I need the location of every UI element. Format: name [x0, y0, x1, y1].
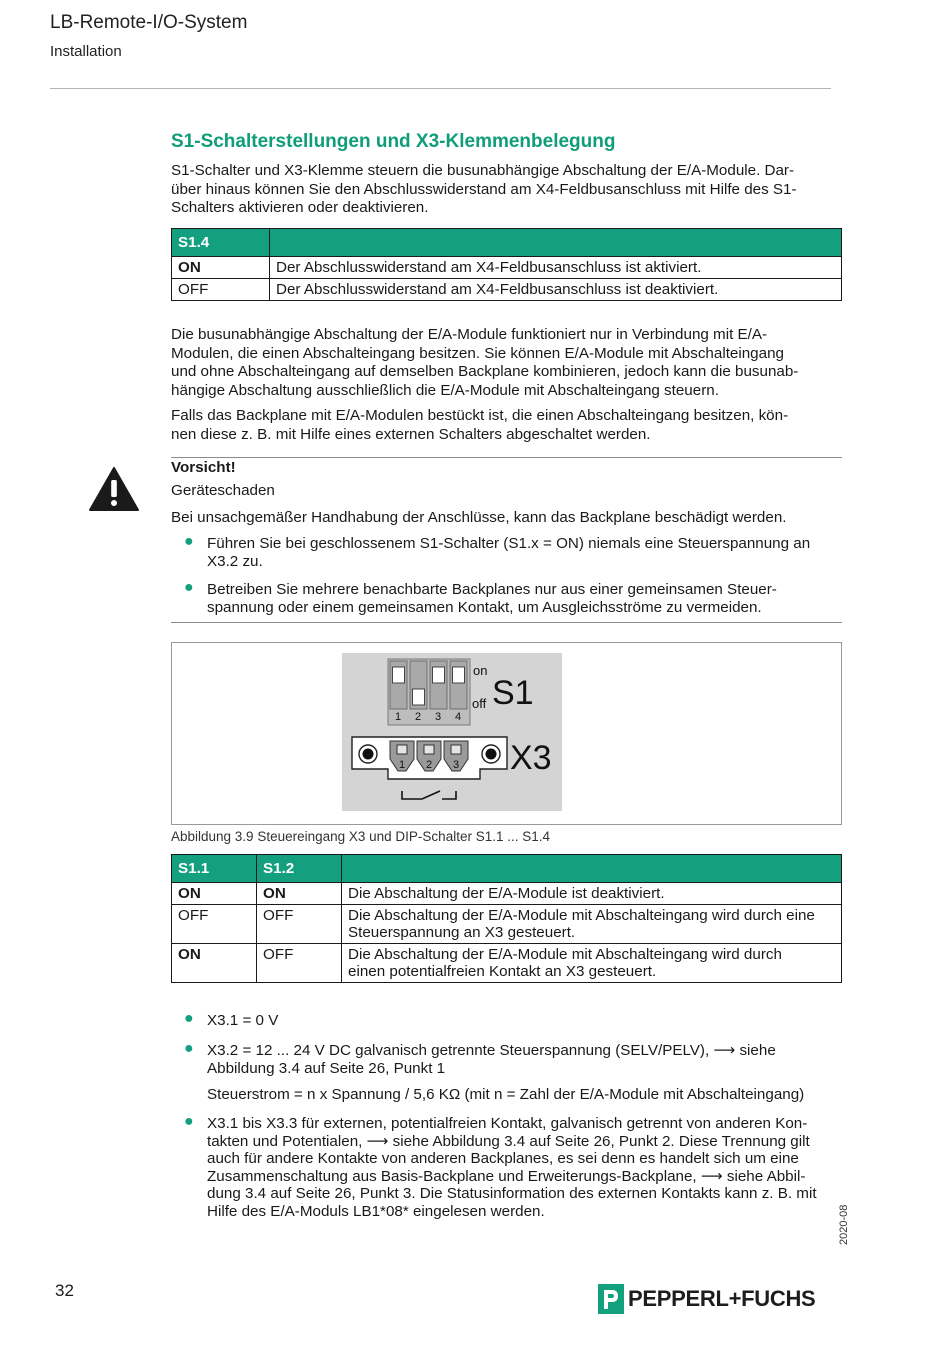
column-header-s12: S1.2: [257, 855, 342, 883]
dip-switch-terminal-diagram: [342, 653, 562, 811]
intro-line: S1-Schalter und X3-Klemme steuern die busunabhängige Abschaltung der E/A-Module. Dar-: [171, 162, 795, 179]
terminal-screw: [451, 745, 461, 754]
bullet-line: X3.2 zu.: [207, 552, 263, 570]
description-cell: [342, 944, 842, 983]
warning-triangle-icon: [88, 466, 140, 512]
switch-number: 4: [454, 711, 462, 723]
edition-date: 2020-08: [838, 1204, 850, 1245]
switch-state-cell: ON: [172, 944, 257, 983]
bullet-icon: ●: [184, 579, 194, 596]
description-cell: [342, 905, 842, 944]
description-cell: Der Abschlusswiderstand am X4-Feldbusanschluss ist aktiviert.: [270, 257, 842, 279]
table-row: [172, 279, 842, 301]
list-item-x32: [207, 1042, 843, 1077]
table-header-row: [172, 229, 842, 257]
list-line: Zusammenschaltung aus Basis-Backplane und Erweiterungs-Backplane,: [207, 1167, 697, 1185]
column-header-s14: S1.4: [172, 229, 270, 257]
caution-bullet: [207, 581, 843, 616]
list-line: Hilfe des E/A-Moduls LB1*08* eingelesen werden.: [207, 1202, 545, 1220]
off-label: off: [472, 696, 487, 711]
s11-s12-table: [171, 854, 842, 983]
logo-mark-icon: [598, 1284, 624, 1314]
paragraph-line: nen diese z. B. mit Hilfe eines externen Schalters abgeschaltet werden.: [171, 425, 651, 443]
description-cell: [342, 883, 842, 905]
arrow-right-icon: ⟶: [713, 1041, 736, 1059]
bullet-icon: ●: [184, 1010, 194, 1027]
switch-state-cell: ON: [257, 883, 342, 905]
chapter-name: Installation: [50, 43, 122, 60]
dip-switch-knob: [453, 667, 465, 683]
bullet-icon: ●: [184, 1040, 194, 1057]
list-item-x31: X3.1 = 0 V: [207, 1012, 279, 1029]
cross-reference-link[interactable]: siehe: [739, 1042, 776, 1059]
paragraph-line: hängige Abschaltung ausschließlich die E/A-Module mit Abschalteingang steuern.: [171, 381, 719, 399]
intro-line: Schalters aktivieren oder deaktivieren.: [171, 199, 429, 216]
section-title: S1-Schalterstellungen und X3-Klemmenbelegung: [171, 131, 616, 152]
dip-switch-knob: [413, 689, 425, 705]
switch-state-cell: OFF: [257, 944, 342, 983]
caution-text: Bei unsachgemäßer Handhabung der Anschlüsse, kann das Backplane beschädigt werden.: [171, 509, 787, 526]
bullet-line: Betreiben Sie mehrere benachbarte Backplanes nur aus einer gemeinsamen Steuer-: [207, 581, 777, 598]
caution-bottom-rule: [171, 622, 842, 623]
control-current-formula: Steuerstrom = n x Spannung / 5,6 KΩ (mit n = Zahl der E/A-Module mit Abschalteingang): [207, 1086, 805, 1103]
caution-title: Vorsicht!: [171, 459, 236, 476]
terminal-number: 1: [398, 759, 406, 771]
description-cell: Der Abschlusswiderstand am X4-Feldbusanschluss ist deaktiviert.: [270, 279, 842, 301]
switch-number: 2: [414, 711, 422, 723]
page-number: 32: [55, 1281, 74, 1300]
caution-bullet: [207, 535, 843, 570]
table-row: [172, 944, 842, 983]
list-line: X3.1 bis X3.3 für externen, potentialfreien Kontakt, galvanisch getrennt von anderen Kon-: [207, 1115, 808, 1132]
cross-reference-link[interactable]: siehe Abbil-: [726, 1167, 806, 1185]
switch-number: 1: [394, 711, 402, 723]
logo-wordmark: PEPPERL+FUCHS: [628, 1286, 816, 1311]
list-item-x31-x33: [207, 1115, 843, 1220]
paragraph-line: und ohne Abschalteingang auf demselben Backplane kombinieren, jedoch kann die busunab-: [171, 363, 799, 380]
bullet-line: Führen Sie bei geschlossenem S1-Schalter (S1.x = ON) niemals eine Steuerspannung an: [207, 535, 811, 552]
column-header-description: [270, 229, 842, 257]
paragraph-line: Falls das Backplane mit E/A-Modulen bestückt ist, die einen Abschalteingang besitzen, kön-: [171, 407, 789, 424]
document-title: LB-Remote-I/O-System: [50, 12, 248, 33]
list-line: auch für andere Kontakte von anderen Backplanes, es sei denn es handelt sich um eine: [207, 1150, 799, 1167]
paragraph-line: Die busunabhängige Abschaltung der E/A-Module funktioniert nur in Verbindung mit E/A-: [171, 326, 768, 343]
column-header-description: [342, 855, 842, 883]
cell-line: einen potentialfreien Kontakt an X3 gesteuert.: [348, 963, 657, 980]
list-line: takten und Potentialen,: [207, 1132, 363, 1150]
dip-switch-knob: [393, 667, 405, 683]
on-label: on: [473, 663, 488, 678]
x3-label: X3: [510, 739, 552, 777]
header-divider: [50, 88, 831, 89]
s14-table: [171, 228, 842, 301]
pepperl-fuchs-logo: [598, 1283, 832, 1315]
terminal-screw: [424, 745, 434, 754]
paragraph-shutdown: [171, 326, 843, 400]
switch-state-cell: OFF: [257, 905, 342, 944]
figure-caption: Abbildung 3.9 Steuereingang X3 und DIP-Schalter S1.1 ... S1.4: [171, 829, 551, 844]
bullet-line: spannung oder einem gemeinsamen Kontakt, um Ausgleichsströme zu vermeiden.: [207, 598, 762, 616]
bullet-icon: ●: [184, 533, 194, 550]
arrow-right-icon: ⟶: [366, 1131, 389, 1150]
switch-state-cell: OFF: [172, 279, 270, 301]
cell-line: Die Abschaltung der E/A-Module mit Abschalteingang wird durch: [348, 946, 782, 963]
s1-label: S1: [492, 674, 534, 712]
table-row: [172, 905, 842, 944]
switch-state-cell: OFF: [172, 905, 257, 944]
table-header-row: [172, 855, 842, 883]
arrow-right-icon: ⟶: [700, 1166, 723, 1185]
paragraph-line: Modulen, die einen Abschalteingang besitzen. Sie können E/A-Module mit Abschalteingang: [171, 344, 784, 362]
table-row: [172, 883, 842, 905]
terminal-number: 3: [452, 759, 460, 771]
cell-line: Steuerspannung an X3 gesteuert.: [348, 924, 576, 941]
cell-line: Die Abschaltung der E/A-Module mit Abschalteingang wird durch eine: [348, 907, 815, 924]
bullet-icon: ●: [184, 1113, 194, 1130]
cell-line: Die Abschaltung der E/A-Module ist deaktiviert.: [348, 885, 665, 902]
caution-top-rule: [171, 457, 842, 458]
cross-reference-link[interactable]: dung 3.4 auf Seite 26, Punkt 3. Die Statusinformation des externen Kontakts kann z. B. mit: [207, 1185, 817, 1202]
paragraph-backplane: [171, 407, 843, 444]
dip-switch-knob: [433, 667, 445, 683]
switch-number: 3: [434, 711, 442, 723]
cross-reference-link[interactable]: Abbildung 3.4 auf Seite 26, Punkt 1: [207, 1059, 446, 1077]
caution-subtitle: Geräteschaden: [171, 482, 275, 499]
switch-state-cell: ON: [172, 257, 270, 279]
terminal-number: 2: [425, 759, 433, 771]
intro-paragraph: [171, 162, 843, 218]
list-text: X3.2 = 12 ... 24 V DC galvanisch getrennte Steuerspannung (SELV/PELV),: [207, 1042, 710, 1059]
terminal-screw: [397, 745, 407, 754]
column-header-s11: S1.1: [172, 855, 257, 883]
intro-line: über hinaus können Sie den Abschlusswiderstand am X4-Feldbusanschluss mit Hilfe des S1-: [171, 180, 797, 198]
cross-reference-link[interactable]: siehe Abbildung 3.4 auf Seite 26, Punkt 2. Diese Trennung gilt: [392, 1132, 810, 1150]
switch-state-cell: ON: [172, 883, 257, 905]
table-row: [172, 257, 842, 279]
